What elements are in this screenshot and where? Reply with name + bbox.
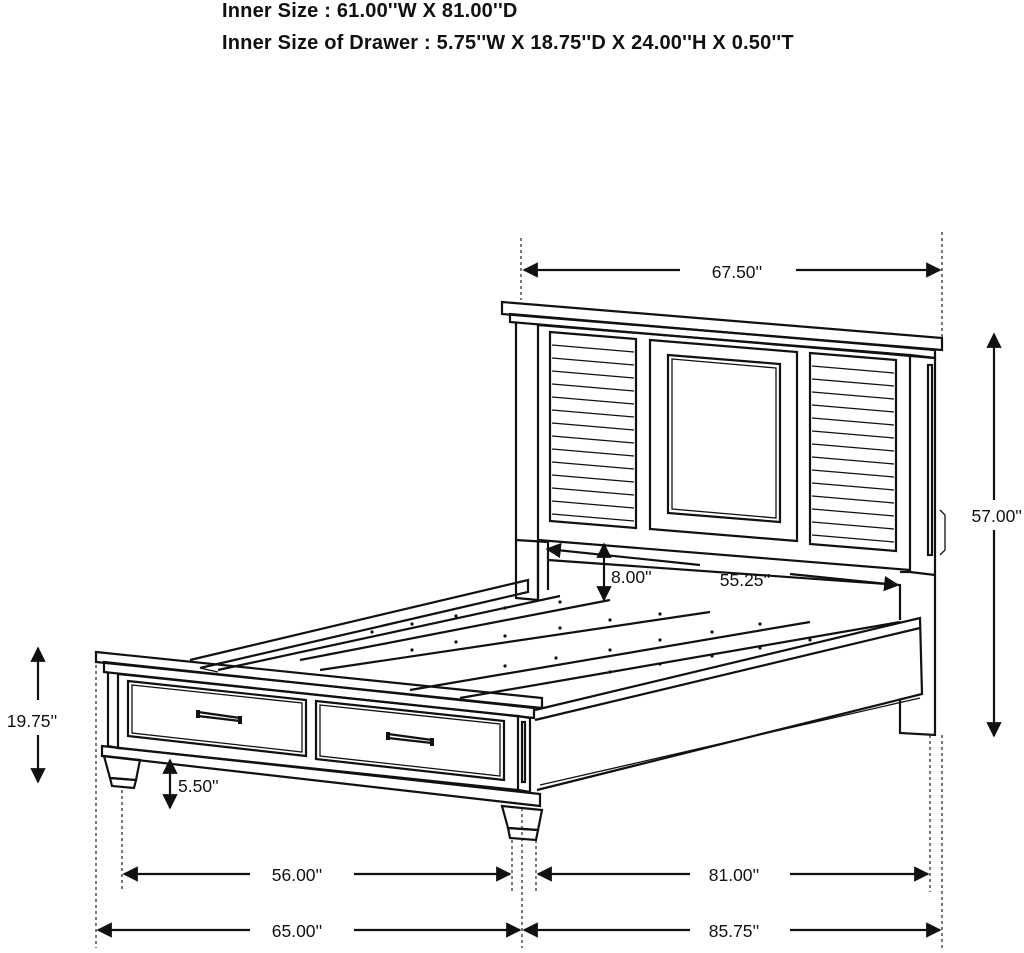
drawer-size-spec: Inner Size of Drawer : 5.75''W X 18.75''D X 24.00''H X 0.50''T (222, 32, 794, 54)
clearance-label: 8.00'' (611, 567, 652, 587)
footboard (96, 652, 542, 840)
inner-width-label: 56.00'' (271, 865, 323, 885)
rail-length-label: 55.25'' (719, 570, 771, 590)
headboard-left-louver (550, 332, 636, 528)
overall-length-label: 85.75'' (708, 921, 760, 941)
bed-drawing (96, 302, 945, 840)
side-rail-right (535, 618, 922, 790)
headboard-right-louver (810, 353, 896, 551)
overall-width-label: 65.00'' (271, 921, 323, 941)
headboard-width-label: 67.50'' (711, 262, 763, 282)
headboard-center-panel (650, 340, 797, 541)
headboard (502, 302, 945, 735)
inner-size-spec: Inner Size : 61.00''W X 81.00''D (222, 0, 518, 22)
footboard-drawer-left (128, 681, 306, 756)
footboard-height-label: 19.75'' (6, 711, 58, 731)
inner-length-label: 81.00'' (708, 865, 760, 885)
headboard-height-label: 57.00'' (971, 506, 1022, 526)
leg-height-label: 5.50'' (178, 776, 219, 796)
